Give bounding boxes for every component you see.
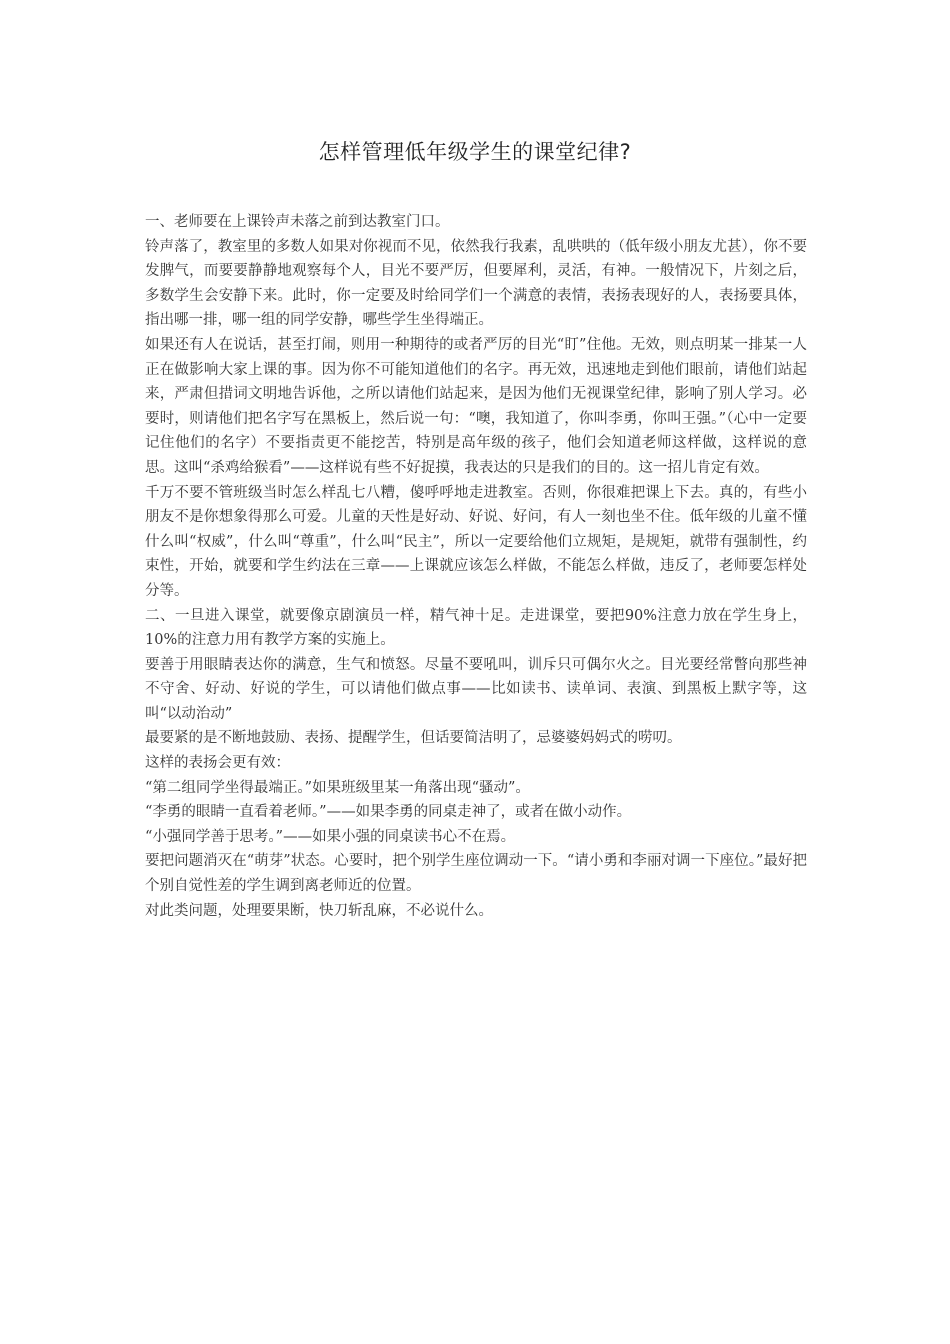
paragraph: 最要紧的是不断地鼓励、表扬、提醒学生，但话要简洁明了，忌婆婆妈妈式的唠叨。 (145, 730, 682, 747)
document-body (145, 210, 807, 923)
paragraph: 一、老师要在上课铃声未落之前到达教室门口。 (145, 214, 450, 230)
paragraph: 这样的表扬会更有效： (145, 755, 290, 772)
paragraph: “李勇的眼睛一直看着老师。”——如果李勇的同桌走神了，或者在做小动作。 (145, 804, 632, 821)
paragraph: 要善于用眼睛表达你的满意，生气和愤怒。尽量不要吼叫，训斥只可偶尔火之。目光要经常瞥向那些神不守舍、好动、好说的学生，可以请他们做点事——比如读书、读单词、表演、到黑板上默字等，这叫“以动治动” (145, 656, 807, 722)
paragraph: 对此类问题，处理要果断，快刀斩乱麻，不必说什么。 (145, 902, 493, 919)
paragraph: 如果还有人在说话，甚至打闹，则用一种期待的或者严厉的目光“盯”住他。无效，则点明某一排某一人正在做影响大家上课的事。因为你不可能知道他们的名字。再无效，迅速地走到他们眼前，请他们站起来，严肃但措词文明地告诉他，之所以请他们站起来，是因为他们无视课堂纪律，影响了别人学习。必要时，则请他们把名字写在黑板上，然后说一句：“噢，我知道了，你叫李勇，你叫王强。”（心中一定要记住他们的名字）不要指责更不能挖苦，特别是高年级的孩子，他们会知道老师这样做，这样说的意思。这叫“杀鸡给猴看”——这样说有些不好捉摸，我表达的只是我们的目的。这一招儿肯定有效。 (145, 336, 807, 476)
paragraph: 千万不要不管班级当时怎么样乱七八糟，傻呼呼地走进教室。否则，你很难把课上下去。真的，有些小朋友不是你想象得那么可爱。儿童的天性是好动、好说、好问，有人一刻也坐不住。低年级的儿童不懂什么叫“权威”，什么叫“尊重”，什么叫“民主”，所以一定要给他们立规矩，是规矩，就带有强制性，约束性，开始，就要和学生约法在三章——上课就应该怎么样做，不能怎么样做，违反了，老师要怎样处分等。 (145, 484, 807, 599)
paragraph: “第二组同学坐得最端正。”如果班级里某一角落出现“骚动”。 (145, 779, 530, 796)
paragraph: 二、一旦进入课堂，就要像京剧演员一样，精气神十足。走进课堂，要把90%注意力放在学生身上，10%的注意力用有教学方案的实施上。 (145, 607, 807, 649)
document-title: 怎样管理低年级学生的课堂纪律? (318, 140, 632, 164)
paragraph: 要把问题消灭在“萌芽”状态。心要时，把个别学生座位调动一下。“请小勇和李丽对调一下座位。”最好把个别自觉性差的学生调到离老师近的位置。 (145, 853, 807, 895)
paragraph: 铃声落了，教室里的多数人如果对你视而不见，依然我行我素，乱哄哄的（低年级小朋友尤甚），你不要发脾气，而要要静静地观察每个人，目光不要严厉，但要犀利，灵活，有神。一般情况下，片刻之后，多数学生会安静下来。此时，你一定要及时给同学们一个满意的表情，表扬表现好的人，表扬要具体，指出哪一排，哪一组的同学安静，哪些学生坐得端正。 (145, 238, 807, 329)
paragraph: “小强同学善于思考。”——如果小强的同桌读书心不在焉。 (145, 828, 516, 845)
